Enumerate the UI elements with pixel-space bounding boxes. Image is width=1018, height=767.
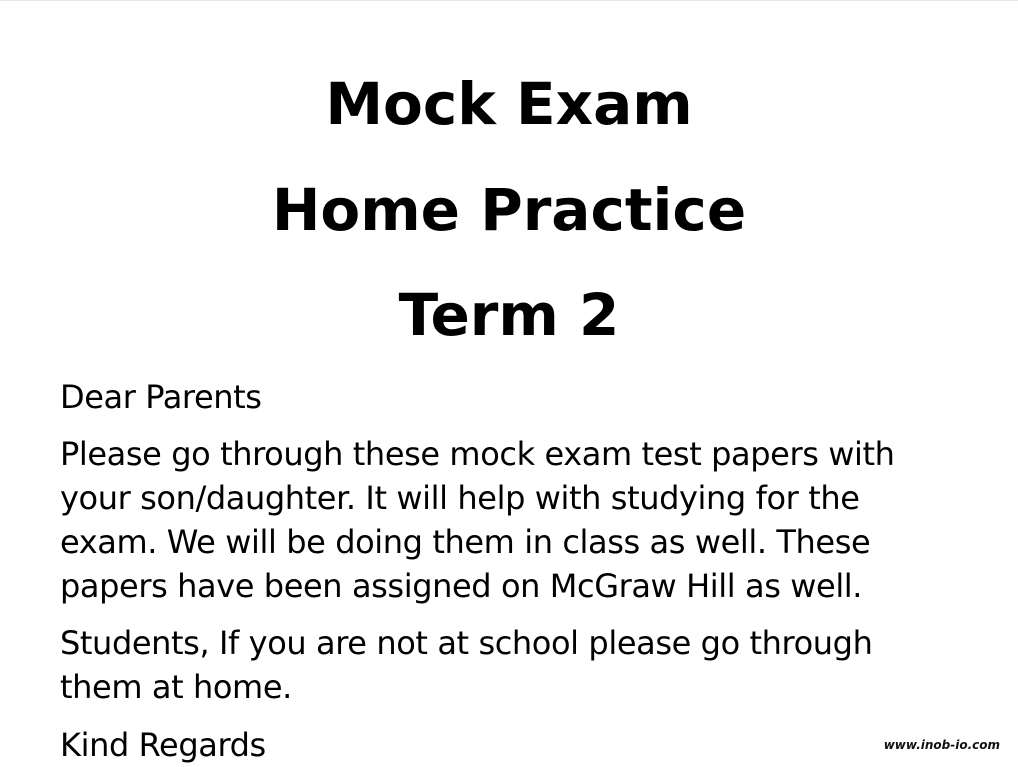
body-paragraph: Students, If you are not at school please go through them at home.	[60, 624, 873, 706]
body-paragraph: Please go through these mock exam test papers with your son/daughter. It will help with studying for the exam. We will be doing them in class as well. These papers have been assigned on McGraw Hill as well.	[60, 435, 895, 605]
title-line-mock-exam: Mock Exam	[325, 70, 693, 138]
title-line-home-practice: Home Practice	[271, 176, 747, 244]
watermark: www.inob-io.com	[883, 738, 1000, 752]
salutation: Dear Parents	[60, 378, 262, 416]
closing: Kind Regards	[60, 726, 266, 764]
title-line-term: Term 2	[398, 281, 620, 349]
